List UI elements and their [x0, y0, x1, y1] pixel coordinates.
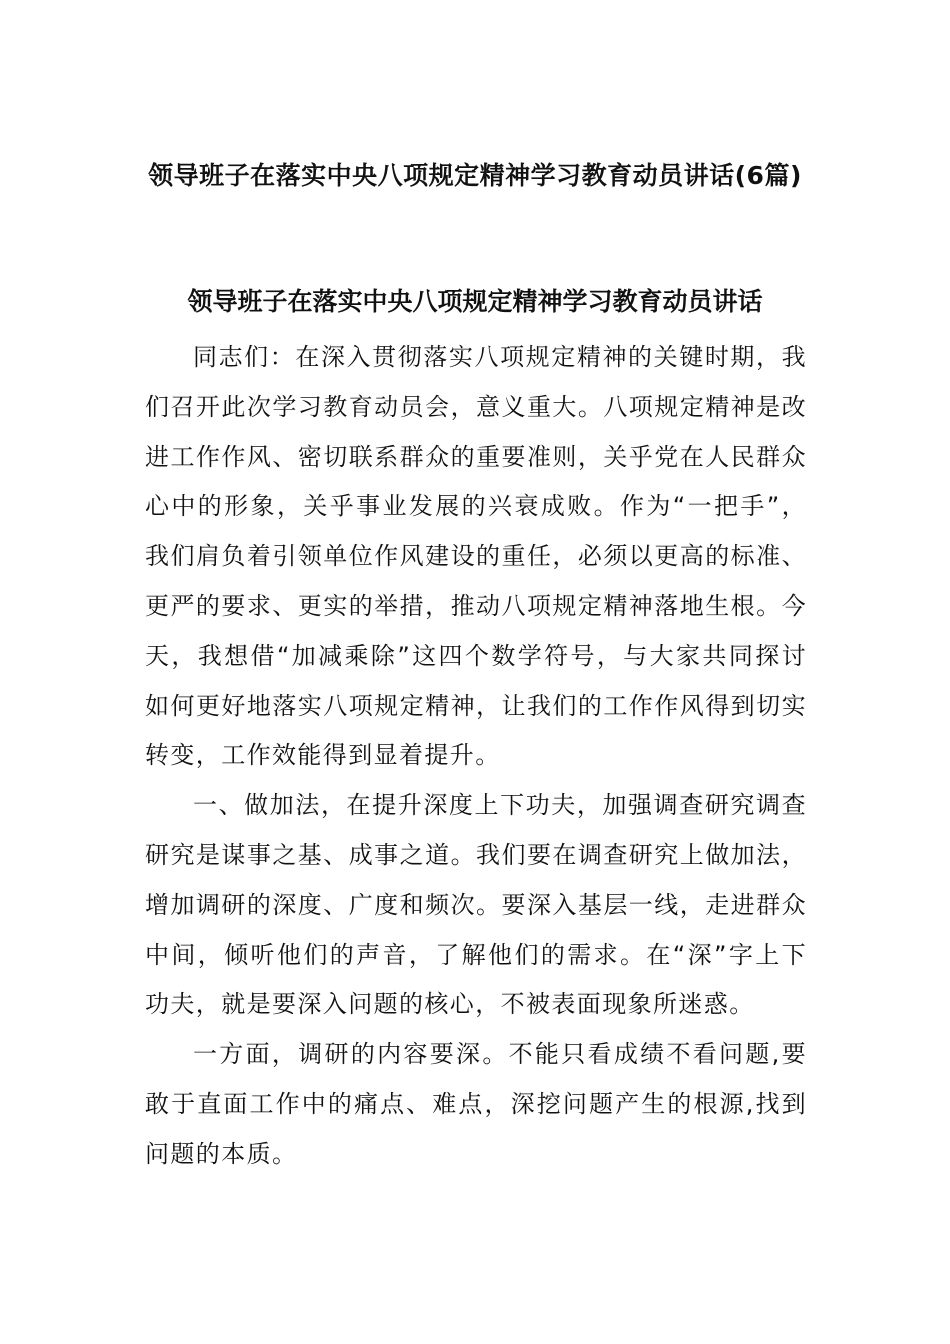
section-title: 领导班子在落实中央八项规定精神学习教育动员讲话 — [187, 287, 763, 316]
paragraph: 一方面，调研的内容要深。不能只看成绩不看问题,要敢于直面工作中的痛点、难点，深挖问题产生的根源,找到问题的本质。 — [145, 1040, 807, 1168]
paragraph: 同志们：在深入贯彻落实八项规定精神的关键时期，我们召开此次学习教育动员会，意义重大。八项规定精神是改进工作作风、密切联系群众的重要准则，关乎党在人民群众心中的形象，关乎事业发展的兴衰成败。作为“一把手”，我们肩负着引领单位作风建设的重任，必须以更高的标准、更严的要求、更实的举措，推动八项规定精神落地生根。今天，我想借“加减乘除”这四个数学符号，与大家共同探讨如何更好地落实八项规定精神，让我们的工作作风得到切实转变，工作效能得到显着提升。 — [145, 343, 807, 770]
document-body — [145, 333, 807, 1180]
document-title: 领导班子在落实中央八项规定精神学习教育动员讲话(6篇) — [148, 161, 802, 190]
paragraph: 一、做加法，在提升深度上下功夫，加强调查研究调查研究是谋事之基、成事之道。我们要在调查研究上做加法，增加调研的深度、广度和频次。要深入基层一线，走进群众中间，倾听他们的声音，了解他们的需求。在“深”字上下功夫，就是要深入问题的核心，不被表面现象所迷惑。 — [145, 791, 807, 1019]
